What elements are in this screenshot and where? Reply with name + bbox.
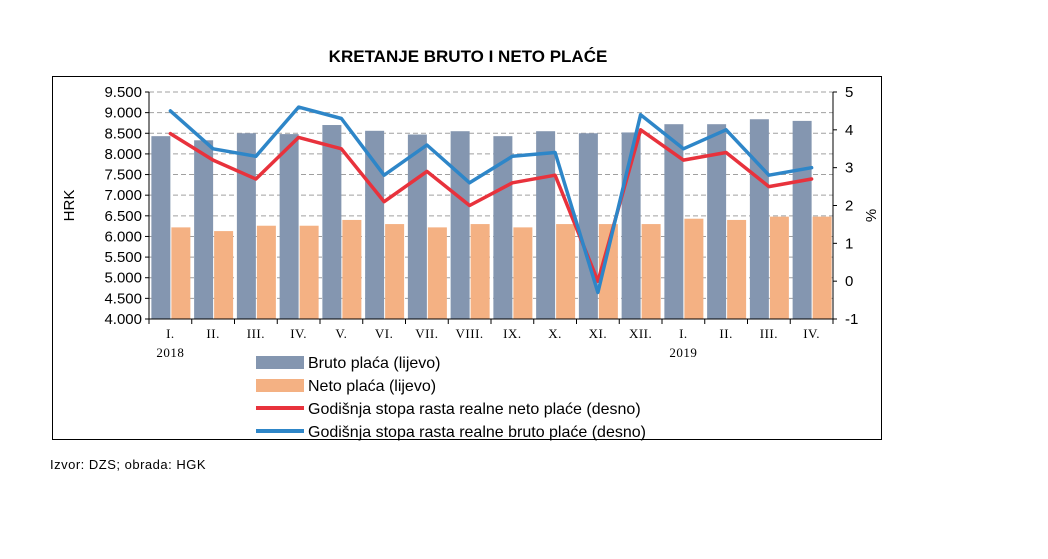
- chart-frame: [52, 76, 882, 440]
- legend-bruto-growth-label: Godišnja stopa rasta realne bruto plaće (desno): [308, 424, 646, 441]
- x-tick-label: IV.: [290, 326, 308, 341]
- bar-neto-placa: [556, 224, 575, 319]
- bar-neto-placa: [684, 219, 703, 319]
- y-tick-label-left: 6.000: [104, 228, 142, 246]
- y-tick-label-left: 9.000: [104, 104, 142, 122]
- bar-neto-placa: [171, 227, 190, 319]
- y-tick-label-right: 3: [845, 159, 854, 177]
- y-tick-label-right: 5: [845, 84, 854, 101]
- bar-neto-placa: [471, 224, 490, 319]
- bar-bruto-placa: [579, 133, 598, 319]
- x-tick-label: XI.: [588, 326, 608, 341]
- y-axis-title-right: %: [863, 208, 880, 223]
- x-tick-label: VII.: [415, 326, 439, 341]
- bar-neto-placa: [214, 231, 233, 319]
- y-tick-label-left: 6.500: [104, 207, 142, 225]
- bar-neto-placa: [770, 217, 789, 319]
- bar-neto-placa: [642, 224, 661, 319]
- bar-bruto-placa: [365, 131, 384, 319]
- x-tick-label: XII.: [628, 326, 653, 341]
- bar-bruto-placa: [151, 136, 170, 319]
- bar-bruto-placa: [750, 119, 769, 319]
- legend: [256, 355, 646, 441]
- legend-bruto-placa-label: Bruto plaća (lijevo): [308, 355, 441, 372]
- y-tick-label-left: 5.500: [104, 249, 142, 267]
- y-tick-label-left: 4.500: [104, 290, 142, 308]
- x-tick-label: VIII.: [455, 326, 484, 341]
- legend-bruto-placa-swatch: [256, 356, 304, 369]
- y-tick-label-left: 8.500: [104, 125, 142, 143]
- bar-neto-placa: [385, 224, 404, 319]
- y-tick-label-right: 1: [845, 235, 854, 253]
- bar-bruto-placa: [793, 121, 812, 319]
- y-tick-label-right: 4: [845, 121, 854, 139]
- y-tick-label-right: -1: [845, 311, 859, 328]
- source-note: Izvor: DZS; obrada: HGK: [50, 457, 206, 472]
- x-tick-label: I.: [679, 326, 688, 341]
- x-tick-label: II.: [206, 326, 220, 341]
- y-axis-title-left: HRK: [61, 189, 78, 222]
- legend-neto-placa-label: Neto plaća (lijevo): [308, 378, 437, 395]
- x-tick-label: II.: [719, 326, 733, 341]
- y-tick-label-left: 7.500: [104, 166, 142, 184]
- bar-neto-placa: [257, 226, 276, 319]
- bar-neto-placa: [813, 217, 832, 319]
- bar-neto-placa: [300, 226, 319, 319]
- bar-bruto-placa: [237, 133, 256, 319]
- bar-bruto-placa: [194, 140, 213, 319]
- x-year-label: 2019: [669, 345, 698, 360]
- y-tick-label-left: 8.000: [104, 145, 142, 163]
- legend-neto-growth-label: Godišnja stopa rasta realne neto plaće (desno): [308, 401, 641, 418]
- x-tick-label: V.: [335, 326, 348, 341]
- legend-neto-placa-swatch: [256, 379, 304, 392]
- y-tick-label-left: 9.500: [104, 84, 142, 101]
- bar-neto-placa: [428, 227, 447, 319]
- bar-neto-placa: [513, 227, 532, 319]
- bar-bruto-placa: [322, 125, 341, 319]
- x-tick-label: III.: [246, 326, 265, 341]
- bar-neto-placa: [342, 220, 361, 319]
- y-tick-label-left: 5.000: [104, 269, 142, 287]
- bar-bruto-placa: [280, 134, 299, 319]
- bar-bruto-placa: [451, 131, 470, 319]
- x-year-label: 2018: [156, 345, 185, 360]
- x-tick-label: X.: [548, 326, 562, 341]
- y-tick-label-left: 4.000: [104, 311, 142, 328]
- bars-layer: [151, 119, 831, 319]
- chart-plot: [53, 77, 883, 441]
- x-tick-label: III.: [759, 326, 778, 341]
- y-tick-label-left: 7.000: [104, 187, 142, 205]
- x-tick-label: I.: [166, 326, 175, 341]
- bar-bruto-placa: [408, 135, 427, 319]
- x-tick-label: IX.: [503, 326, 522, 341]
- chart-title: KRETANJE BRUTO I NETO PLAĆE: [328, 47, 608, 66]
- bar-neto-placa: [727, 220, 746, 319]
- y-tick-label-right: 2: [845, 197, 854, 215]
- y-tick-label-right: 0: [845, 273, 854, 291]
- x-tick-label: IV.: [803, 326, 821, 341]
- bar-bruto-placa: [536, 131, 555, 319]
- x-tick-label: VI.: [374, 326, 394, 341]
